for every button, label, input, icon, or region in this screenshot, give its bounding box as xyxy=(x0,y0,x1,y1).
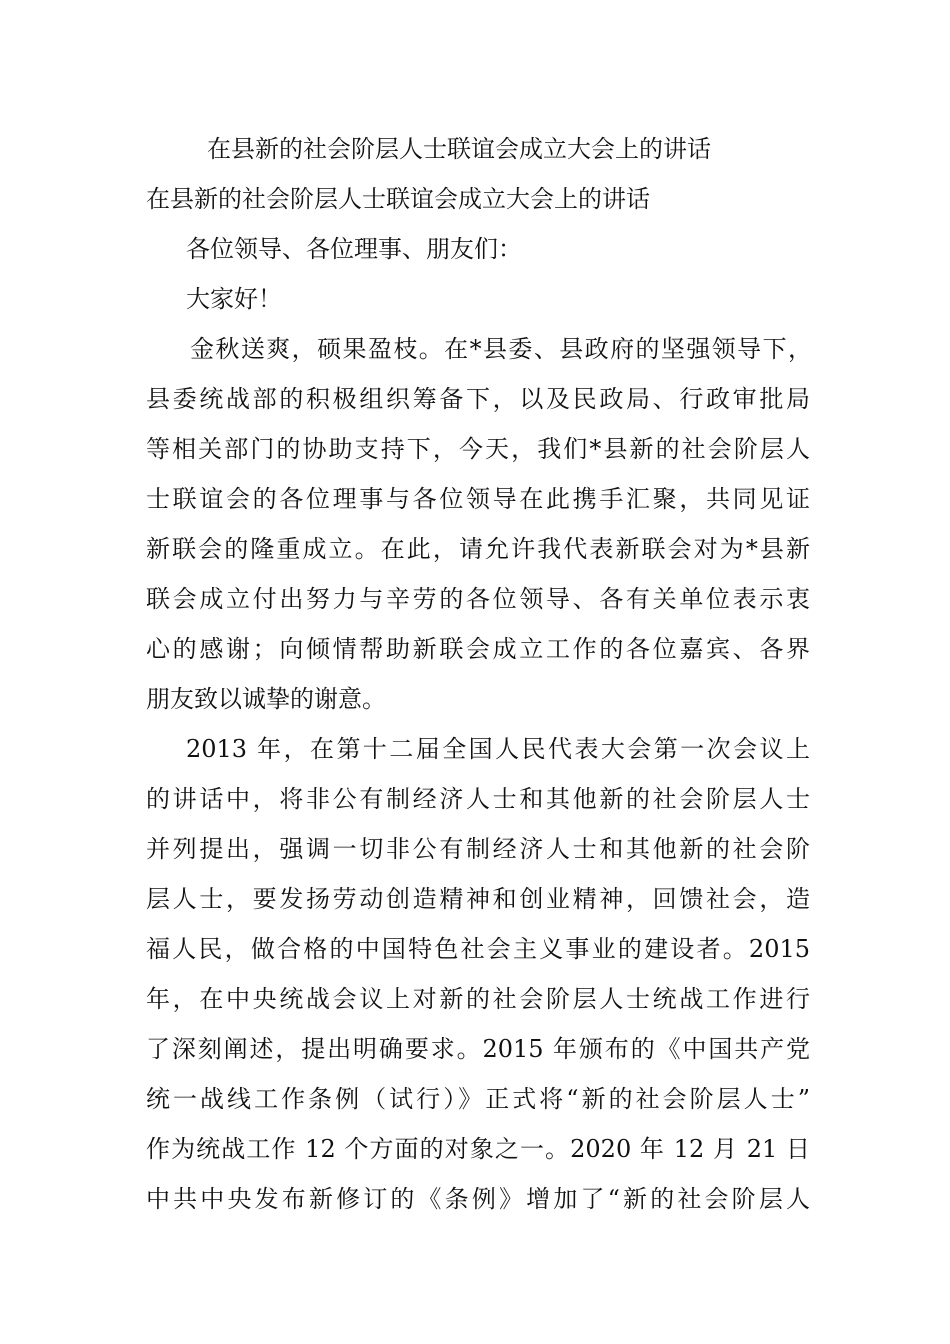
document-subtitle: 在县新的社会阶层人士联谊会成立大会上的讲话 xyxy=(146,185,650,213)
paragraph-2-line: 福人民，做合格的中国特色社会主义事业的建设者。2015 xyxy=(146,935,810,963)
paragraph-2-line: 了深刻阐述，提出明确要求。2015 年颁布的《中国共产党 xyxy=(146,1035,810,1063)
paragraph-1-line: 朋友致以诚挚的谢意。 xyxy=(146,685,386,713)
paragraph-2-line: 中共中央发布新修订的《条例》增加了“新的社会阶层人 xyxy=(146,1185,810,1213)
paragraph-2-line: 2013 年，在第十二届全国人民代表大会第一次会议上 xyxy=(186,735,810,763)
paragraph-2-line: 层人士，要发扬劳动创造精神和创业精神，回馈社会，造 xyxy=(146,885,810,913)
paragraph-1-line: 心的感谢；向倾情帮助新联会成立工作的各位嘉宾、各界 xyxy=(146,635,810,663)
paragraph-2-line: 并列提出，强调一切非公有制经济人士和其他新的社会阶 xyxy=(146,835,810,863)
paragraph-1-line: 新联会的隆重成立。在此，请允许我代表新联会对为*县新 xyxy=(146,535,810,563)
paragraph-2-line: 的讲话中，将非公有制经济人士和其他新的社会阶层人士 xyxy=(146,785,810,813)
paragraph-2-line: 作为统战工作 12 个方面的对象之一。2020 年 12 月 21 日 xyxy=(146,1135,810,1163)
document-title: 在县新的社会阶层人士联谊会成立大会上的讲话 xyxy=(207,135,711,163)
paragraph-2-line: 统一战线工作条例（试行）》正式将“新的社会阶层人士” xyxy=(146,1085,810,1113)
paragraph-1-line: 县委统战部的积极组织筹备下，以及民政局、行政审批局 xyxy=(146,385,810,413)
paragraph-1-line: 士联谊会的各位理事与各位领导在此携手汇聚，共同见证 xyxy=(146,485,810,513)
greeting: 大家好！ xyxy=(186,285,282,313)
salutation: 各位领导、各位理事、朋友们： xyxy=(186,235,522,263)
paragraph-2-line: 年，在中央统战会议上对新的社会阶层人士统战工作进行 xyxy=(146,985,810,1013)
paragraph-1-line: 金秋送爽，硕果盈枝。在*县委、县政府的坚强领导下， xyxy=(190,335,812,363)
paragraph-1-line: 等相关部门的协助支持下，今天，我们*县新的社会阶层人 xyxy=(146,435,810,463)
paragraph-1-line: 联会成立付出努力与辛劳的各位领导、各有关单位表示衷 xyxy=(146,585,810,613)
